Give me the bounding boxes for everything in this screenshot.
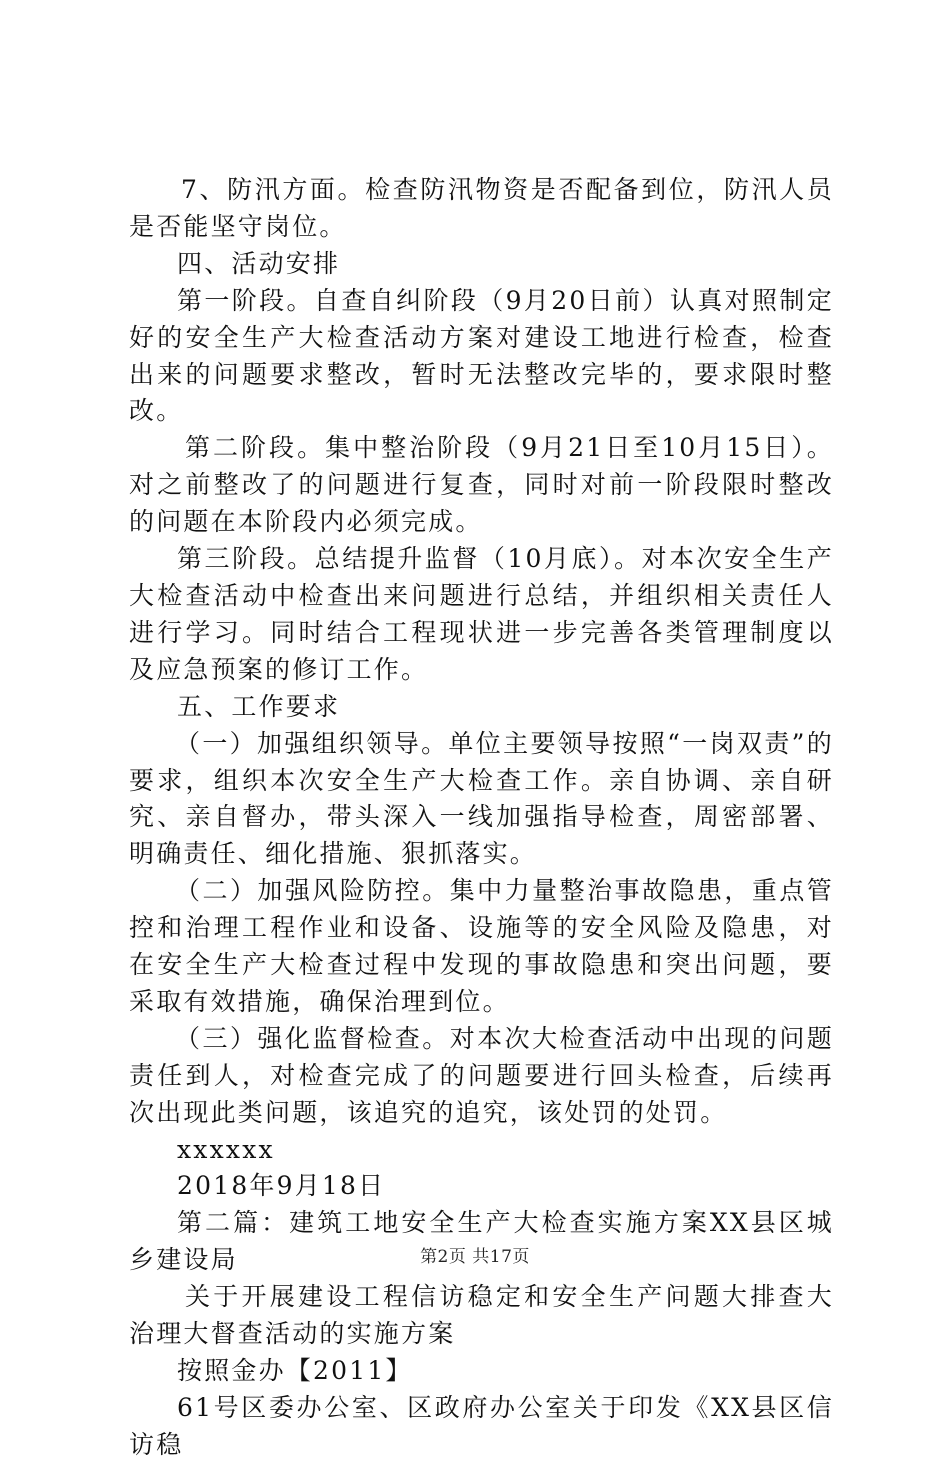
- heading-activity-arrangement: 四、活动安排: [177, 248, 341, 278]
- paragraph-requirement-one: （一）加强组织领导。单位主要领导按照“一岗双责”的要求，组织本次安全生产大检查工作。亲自协调、亲自研究、亲自督办，带头深入一线加强指导检查，周密部署、明确责任、细化措施、狠抓落实。: [129, 728, 834, 869]
- paragraph-phase-three: 第三阶段。总结提升监督（10月底）。对本次安全生产大检查活动中检查出来问题进行总结，并组织相关责任人进行学习。同时结合工程现状进一步完善各类管理制度以及应急预案的修订工作。: [129, 544, 834, 684]
- page-number-footer: 第2页 共17页: [420, 1247, 530, 1267]
- document-body: [129, 172, 834, 1464]
- signature-placeholder: xxxxxx: [177, 1134, 275, 1164]
- paragraph-reference: 按照金办【2011】: [177, 1356, 413, 1385]
- paragraph-requirement-three: （三）强化监督检查。对本次大检查活动中出现的问题责任到人，对检查完成了的问题要进行回头检查，后续再次出现此类问题，该追究的追究，该处罚的处罚。: [129, 1023, 834, 1127]
- section-two-subtitle: 关于开展建设工程信访稳定和安全生产问题大排查大治理大督查活动的实施方案: [129, 1282, 834, 1349]
- paragraph-reference-continued: 61号区委办公室、区政府办公室关于印发《XX县区信访稳: [129, 1392, 834, 1459]
- paragraph-flood-control: 7、防汛方面。检查防汛物资是否配备到位，防汛人员是否能坚守岗位。: [129, 175, 834, 241]
- paragraph-requirement-two: （二）加强风险防控。集中力量整治事故隐患，重点管控和治理工程作业和设备、设施等的安全风险及隐患，对在安全生产大检查过程中发现的事故隐患和突出问题，要采取有效措施，确保治理到位。: [129, 876, 834, 1016]
- paragraph-phase-two: 第二阶段。集中整治阶段（9月21日至10月15日）。对之前整改了的问题进行复查，同时对前一阶段限时整改的问题在本阶段内必须完成。: [129, 433, 834, 537]
- document-date: 2018年9月18日: [177, 1171, 386, 1201]
- section-two-title: 第二篇：建筑工地安全生产大检查实施方案XX县区城乡建设局: [129, 1208, 834, 1275]
- paragraph-phase-one: 第一阶段。自查自纠阶段（9月20日前）认真对照制定好的安全生产大检查活动方案对建设工地进行检查，检查出来的问题要求整改，暂时无法整改完毕的，要求限时整改。: [129, 285, 834, 426]
- heading-work-requirements: 五、工作要求: [177, 691, 341, 721]
